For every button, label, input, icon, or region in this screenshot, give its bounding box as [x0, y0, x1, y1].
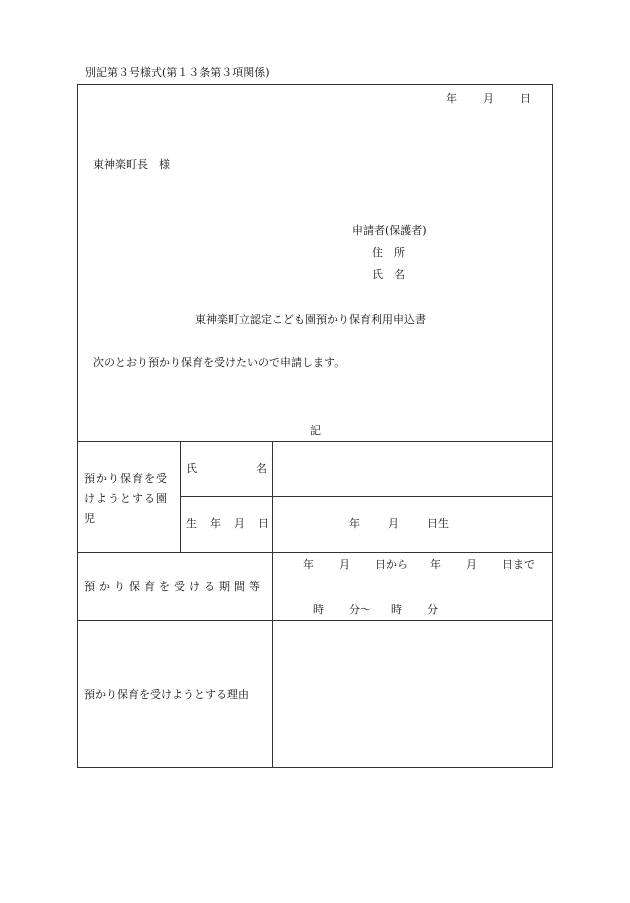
period-minute-2: 分 — [427, 603, 438, 616]
birth-year-label: 年 — [349, 517, 360, 530]
period-year-2: 年 — [430, 558, 441, 571]
period-top-rule — [77, 552, 553, 553]
period-hour-1: 時 — [313, 603, 324, 616]
period-day-to: 日まで — [502, 558, 535, 571]
period-month-2: 月 — [466, 558, 477, 571]
child-row-divider — [180, 496, 553, 497]
reason-field[interactable] — [273, 621, 552, 767]
child-name-field[interactable] — [273, 442, 552, 496]
child-name-label-a: 氏 — [186, 462, 197, 475]
addressee: 東神楽町長 様 — [93, 158, 170, 171]
birth-month-label: 月 — [388, 517, 399, 530]
period-minute-from: 分〜 — [349, 603, 371, 616]
child-header-line-3: 児 — [84, 512, 96, 525]
period-header: 預かり保育を受ける期間等 — [84, 580, 264, 593]
child-header-line-2: けようとする園 — [84, 492, 168, 505]
ki-label: 記 — [310, 424, 321, 437]
period-hour-2: 時 — [391, 603, 402, 616]
child-birth-label: 生 年 月 日 — [186, 517, 270, 530]
child-birth-value — [349, 517, 449, 531]
applicant-name-label: 氏 名 — [372, 268, 405, 281]
applicant-title: 申請者(保護者) — [352, 224, 427, 237]
period-dates — [303, 558, 535, 572]
period-month-1: 月 — [339, 558, 350, 571]
period-times — [313, 603, 438, 617]
applicant-address-label: 住 所 — [372, 246, 405, 259]
intro-text: 次のとおり預かり保育を受けたいので申請します。 — [93, 356, 346, 369]
birth-day-label: 日生 — [427, 517, 449, 530]
child-header-divider — [180, 441, 181, 552]
form-number-label: 別記第３号様式(第１３条第３項関係) — [85, 66, 270, 79]
date-month-label: 月 — [483, 92, 494, 105]
period-day-from: 日から — [375, 558, 408, 571]
date-day-label: 日 — [520, 92, 531, 105]
child-name-label-b: 名 — [256, 462, 267, 475]
reason-header: 預かり保育を受けようとする理由 — [84, 688, 249, 701]
date-line — [446, 92, 531, 106]
document-title: 東神楽町立認定こども園預かり保育利用申込書 — [195, 313, 426, 326]
child-header-line-1: 預かり保育を受 — [84, 472, 168, 485]
child-section-header — [84, 469, 168, 529]
date-year-label: 年 — [446, 92, 457, 105]
period-year-1: 年 — [303, 558, 314, 571]
